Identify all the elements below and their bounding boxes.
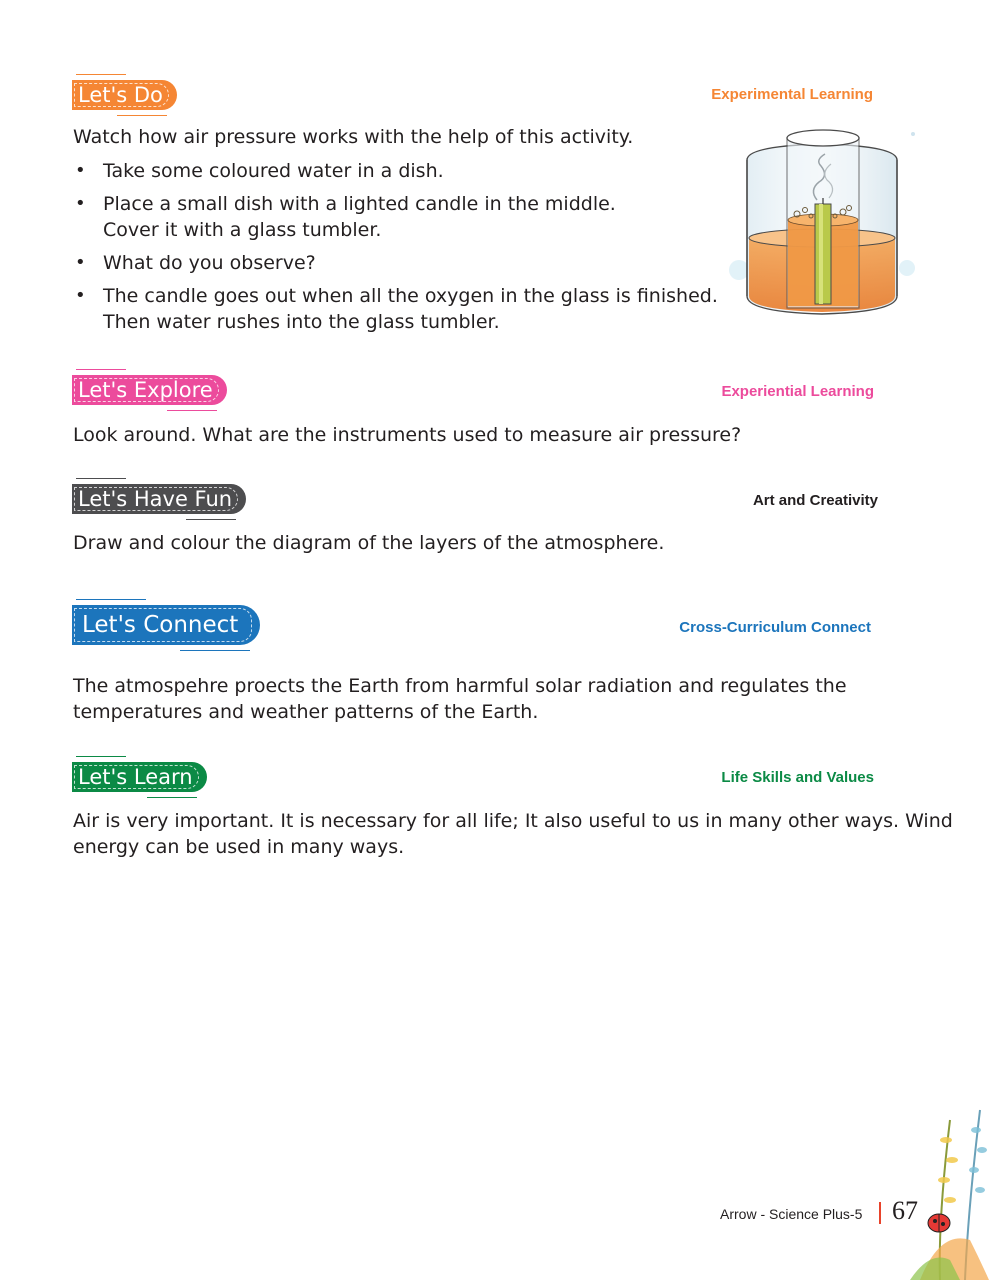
lets-do-bullet-list bbox=[73, 158, 733, 342]
lets-do-tag-label: Let's Do bbox=[78, 83, 163, 107]
lets-learn-tag-label: Let's Learn bbox=[78, 765, 193, 789]
list-item: • The candle goes out when all the oxygen in the glass is finished. Then water rushes into the glass tumbler. bbox=[73, 283, 733, 335]
lets-have-fun-tag-label: Let's Have Fun bbox=[78, 487, 233, 511]
lets-do-tag bbox=[72, 80, 177, 110]
list-item: • What do you observe? bbox=[73, 250, 733, 276]
lets-do-caption: Experimental Learning bbox=[711, 86, 873, 103]
lets-have-fun-caption: Art and Creativity bbox=[752, 492, 878, 509]
page-number: 67 bbox=[892, 1196, 918, 1225]
lets-connect-tag-label: Let's Connect bbox=[82, 612, 239, 638]
lets-learn-text: Air is very important. It is necessary for all life; It also useful to us in many other ways. Wind energy can be used in many ways. bbox=[73, 810, 953, 858]
plant-decoration bbox=[910, 1100, 989, 1280]
lets-explore-text: Look around. What are the instruments used to measure air pressure? bbox=[73, 424, 742, 446]
lets-connect-tag bbox=[72, 605, 260, 645]
lets-explore-tag bbox=[72, 375, 227, 405]
lets-have-fun-text: Draw and colour the diagram of the layers of the atmosphere. bbox=[73, 532, 665, 554]
footer-book-title: Arrow - Science Plus-5 bbox=[720, 1206, 863, 1222]
lets-explore-tag-label: Let's Explore bbox=[78, 378, 213, 402]
list-item: • Place a small dish with a lighted candle in the middle. Cover it with a glass tumbler. bbox=[73, 191, 733, 243]
footer-divider bbox=[879, 1202, 881, 1224]
list-item: • Take some coloured water in a dish. bbox=[73, 158, 733, 184]
lets-have-fun-tag bbox=[72, 484, 246, 514]
lets-learn-tag bbox=[72, 762, 207, 792]
candle-experiment-illustration bbox=[725, 120, 920, 325]
lets-connect-caption: Cross-Curriculum Connect bbox=[679, 619, 871, 636]
lets-connect-text: The atmospehre proects the Earth from harmful solar radiation and regulates the temperatures and weather patterns of the Earth. bbox=[73, 675, 847, 723]
lets-learn-caption: Life Skills and Values bbox=[721, 769, 874, 786]
ladybug-icon bbox=[926, 1210, 952, 1234]
lets-do-intro: Watch how air pressure works with the help of this activity. bbox=[73, 126, 634, 148]
lets-explore-caption: Experiential Learning bbox=[721, 383, 874, 400]
